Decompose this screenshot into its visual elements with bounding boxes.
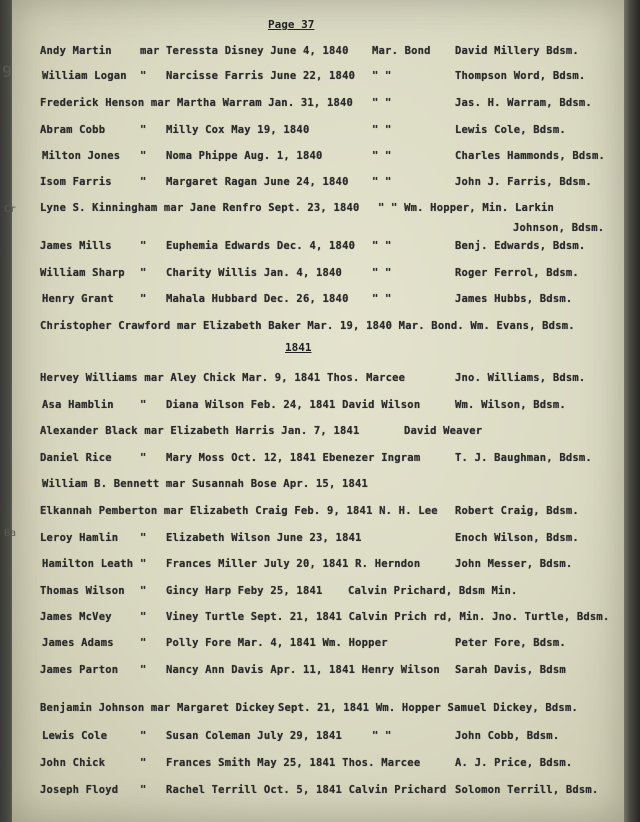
record-separator: " <box>140 784 147 796</box>
record-bride-date: Mary Moss Oct. 12, 1841 Ebenezer Ingram <box>166 452 421 464</box>
section-year-heading: 1841 <box>285 341 312 354</box>
record-separator: " <box>140 532 147 544</box>
record-groom: James Parton <box>40 664 119 676</box>
record-bondsman: Roger Ferrol, Bdsm. <box>455 267 579 279</box>
record-bride-date: Euphemia Edwards Dec. 4, 1840 <box>166 240 356 252</box>
record-officiant: " " <box>372 240 392 252</box>
record-separator: " <box>140 558 147 570</box>
record-groom: Lyne S. Kinningham mar Jane Renfro Sept. 23, 1840 <box>40 202 360 214</box>
record-officiant: Mar. Bond <box>372 45 431 57</box>
record-officiant: " " <box>372 97 392 109</box>
record-officiant: " " <box>372 70 392 82</box>
record-bondsman: Jas. H. Warram, Bdsm. <box>455 97 592 109</box>
record-separator: " <box>140 240 147 252</box>
record-bondsman: John Messer, Bdsm. <box>455 558 573 570</box>
record-bondsman: T. J. Baughman, Bdsm. <box>455 452 592 464</box>
record-bride-date: Margaret Ragan June 24, 1840 <box>166 176 349 188</box>
page-title: Page 37 <box>268 18 315 31</box>
record-officiant: Sept. 21, 1841 Wm. Hopper Samuel Dickey, Bdsm. <box>278 702 578 714</box>
record-officiant: Calvin Prichard, Bdsm Min. <box>348 585 518 597</box>
record-officiant: " " Wm. Hopper, Min. Larkin <box>378 202 555 214</box>
record-officiant: David Weaver <box>404 425 483 437</box>
record-groom: Abram Cobb <box>40 124 106 136</box>
record-groom: Milton Jones <box>42 150 121 162</box>
record-separator: " <box>140 399 147 411</box>
record-bride-date: Frances Miller July 20, 1841 R. Herndon <box>166 558 421 570</box>
record-bride-date: Diana Wilson Feb. 24, 1841 David Wilson <box>166 399 421 411</box>
record-groom: James Adams <box>42 637 114 649</box>
record-groom: Henry Grant <box>42 293 114 305</box>
record-bondsman: James Hubbs, Bdsm. <box>455 293 573 305</box>
record-groom: William Logan <box>42 70 127 82</box>
record-officiant: " " <box>372 267 392 279</box>
record-separator: " <box>140 585 147 597</box>
record-groom: Joseph Floyd <box>40 784 119 796</box>
record-bondsman: Charles Hammonds, Bdsm. <box>455 150 605 162</box>
record-separator: " <box>140 611 147 623</box>
record-officiant: " " <box>372 124 392 136</box>
record-bride-date: Teressta Disney June 4, 1840 <box>166 45 349 57</box>
record-separator: " <box>140 293 147 305</box>
record-groom: Hamilton Leath <box>42 558 134 570</box>
record-bondsman: Sarah Davis, Bdsm <box>455 664 566 676</box>
record-groom: Christopher Crawford mar Elizabeth Baker Mar. 19, 1840 Mar. Bond. Wm. Evans, Bdsm. <box>40 320 575 332</box>
record-bride-date: Milly Cox May 19, 1840 <box>166 124 310 136</box>
record-groom: William B. Bennett mar Susannah Bose Apr. 15, 1841 <box>42 478 369 490</box>
record-bride-date: Susan Coleman July 29, 1841 <box>166 730 343 742</box>
record-separator: " <box>140 124 147 136</box>
record-groom: Andy Martin <box>40 45 112 57</box>
record-groom: Lewis Cole <box>42 730 108 742</box>
record-bondsman: Lewis Cole, Bdsm. <box>455 124 566 136</box>
record-officiant: " " <box>372 176 392 188</box>
record-separator: " <box>140 757 147 769</box>
record-bride-date: Nancy Ann Davis Apr. 11, 1841 Henry Wilson <box>166 664 440 676</box>
record-bondsman: A. J. Price, Bdsm. <box>455 757 573 769</box>
record-bondsman: Jno. Williams, Bdsm. <box>455 372 586 384</box>
record-bondsman: Thompson Word, Bdsm. <box>455 70 586 82</box>
margin-mark-top: 9 <box>2 62 12 81</box>
record-groom: Isom Farris <box>40 176 112 188</box>
margin-mark-left2: Ba <box>4 528 17 539</box>
record-groom: Alexander Black mar Elizabeth Harris Jan. 7, 1841 <box>40 425 360 437</box>
record-groom: Frederick Henson mar Martha Warram Jan. 31, 1840 <box>40 97 354 109</box>
record-groom: Hervey Williams mar Aley Chick Mar. 9, 1841 Thos. Marcee <box>40 372 406 384</box>
record-groom: James Mills <box>40 240 112 252</box>
record-bride-date: Charity Willis Jan. 4, 1840 <box>166 267 343 279</box>
record-bondsman: Wm. Wilson, Bdsm. <box>455 399 566 411</box>
record-bride-date: Mahala Hubbard Dec. 26, 1840 <box>166 293 349 305</box>
record-separator: " <box>140 150 147 162</box>
record-bondsman: Enoch Wilson, Bdsm. <box>455 532 579 544</box>
record-separator: mar <box>140 45 160 57</box>
record-officiant: " " <box>372 150 392 162</box>
record-officiant: " " <box>372 293 392 305</box>
record-bride-date: Noma Phippe Aug. 1, 1840 <box>166 150 323 162</box>
record-groom: Asa Hamblin <box>42 399 114 411</box>
record-bride-date: Rachel Terrill Oct. 5, 1841 Calvin Prichard <box>166 784 447 796</box>
record-officiant: " " <box>372 730 392 742</box>
record-groom: Leroy Hamlin <box>40 532 119 544</box>
record-separator: " <box>140 267 147 279</box>
record-groom: Thomas Wilson <box>40 585 125 597</box>
record-groom: William Sharp <box>40 267 125 279</box>
record-groom: Benjamin Johnson mar Margaret Dickey <box>40 702 275 714</box>
record-bondsman: John Cobb, Bdsm. <box>455 730 560 742</box>
record-separator: " <box>140 70 147 82</box>
record-separator: " <box>140 637 147 649</box>
record-separator: " <box>140 730 147 742</box>
record-groom: Daniel Rice <box>40 452 112 464</box>
record-bride-date: Viney Turtle Sept. 21, 1841 Calvin Prich rd, Min. Jno. Turtle, Bdsm. <box>166 611 610 623</box>
record-bondsman: David Millery Bdsm. <box>455 45 579 57</box>
record-bondsman: John J. Farris, Bdsm. <box>455 176 592 188</box>
record-bondsman: Johnson, Bdsm. <box>513 222 605 234</box>
record-groom: John Chick <box>40 757 106 769</box>
record-separator: " <box>140 452 147 464</box>
record-bride-date: Elizabeth Wilson June 23, 1841 <box>166 532 362 544</box>
record-bondsman: Solomon Terrill, Bdsm. <box>455 784 599 796</box>
record-bride-date: Frances Smith May 25, 1841 Thos. Marcee <box>166 757 421 769</box>
record-bride-date: Narcisse Farris June 22, 1840 <box>166 70 356 82</box>
record-groom: Elkannah Pemberton mar Elizabeth Craig Feb. 9, 1841 N. H. Lee <box>40 505 438 517</box>
record-bondsman: Benj. Edwards, Bdsm. <box>455 240 586 252</box>
record-separator: " <box>140 664 147 676</box>
record-bride-date: Polly Fore Mar. 4, 1841 Wm. Hopper <box>166 637 388 649</box>
record-separator: " <box>140 176 147 188</box>
record-bride-date: Gincy Harp Feby 25, 1841 <box>166 585 323 597</box>
record-groom: James McVey <box>40 611 112 623</box>
record-bondsman: Peter Fore, Bdsm. <box>455 637 566 649</box>
record-bondsman: Robert Craig, Bdsm. <box>455 505 579 517</box>
margin-mark-left1: Cr <box>4 204 17 215</box>
